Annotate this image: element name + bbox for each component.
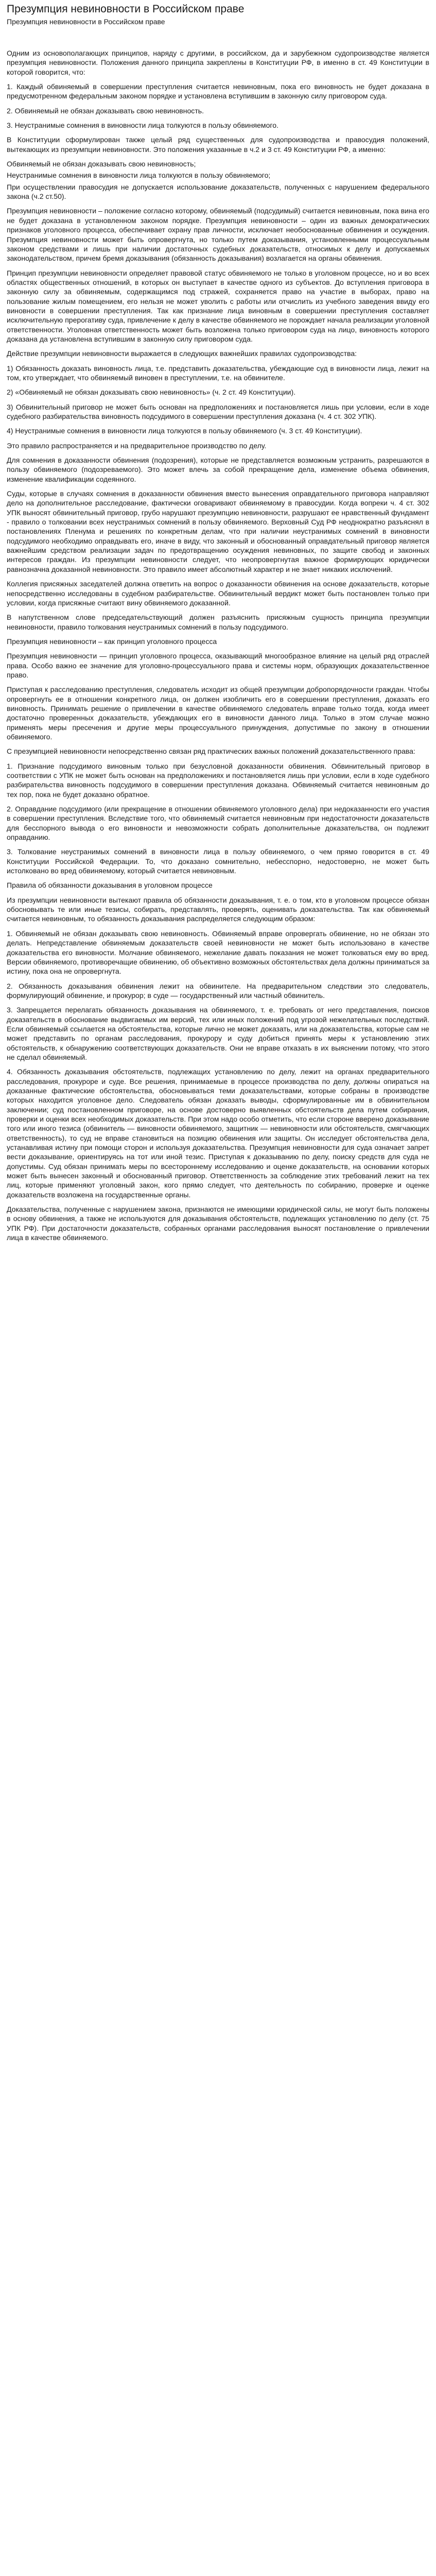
list-item: 3. Толкование неустранимых сомнений в виновности лица в пользу обвиняемого, о чем прямо говорится в ст. 49 Конституции Российской Федерации. То, что доказано сомнительно, небесспорно, недостоверно, не может быть истолковано во вред обвиняемому, который считается невиновным.	[7, 848, 429, 875]
paragraph-intro: Одним из основополагающих принципов, наряду с другими, в российском, да и зарубежном судопроизводстве является презумпция невиновности. Положения данного принципа закреплены в Конституции РФ, в именно в ст. 49 Конституции в которой говорится, что:	[7, 49, 429, 76]
article-body	[7, 48, 429, 1242]
list-item: 4) Неустранимые сомнения в виновности лица толкуются в пользу обвиняемого (ч. 3 ст. 49 Конституции).	[7, 427, 362, 435]
paragraph: В напутственном слове председательствующий должен разъяснить присяжным сущность принципа презумпции невиновности, правило толкования неустранимых сомнений в пользу подсудимого.	[7, 613, 429, 631]
paragraph: С презумпцией невиновности непосредственно связан ряд практических важных положений доказательственного права:	[7, 747, 415, 756]
list-item: Обвиняемый не обязан доказывать свою невиновность;	[7, 160, 196, 168]
paragraph: Из презумпции невиновности вытекают правила об обязанности доказывания, т. е. о том, кто в уголовном процессе обязан обосновывать те или иные тезисы, собирать, представлять, проверять, оценивать доказательства. Так как обвиняемый считается невиновным, то обязанность доказывания распределяется следующим образом:	[7, 895, 429, 923]
list-item: 2. Обязанность доказывания обвинения лежит на обвинителе. На предварительном следствии это следователь, формулирующий обвинение, и прокурор; в суде — государственный или частный обвинитель.	[7, 981, 429, 999]
list-item: 3. Неустранимые сомнения в виновности лица толкуются в пользу обвиняемого.	[7, 121, 278, 130]
paragraph: Это правило распространяется и на предварительное производство по делу.	[7, 441, 267, 450]
section-heading: Правила об обязанности доказывания в уголовном процессе	[7, 881, 213, 890]
paragraph: Принцип презумпции невиновности определяет правовой статус обвиняемого не только в уголовном процессе, но и во всех областях общественных отношений, в которых он выступает в качестве одного из субъектов. До вступления приговора в законную силу за обвиняемым, содержащимся под стражей, сохраняется право на участие в выборах, право на пользование жилым помещением, его нельзя не может уволить с работы или отчислить из учебного заведения ввиду его виновности в совершении преступления. Так как признание лица виновным в совершении преступления составляет исключительную прерогативу суда, привлечение к делу в качестве обвиняемого не порождает начала реализации уголовной ответственности. Уголовная ответственность может быть возложена только приговором суда на лицо, виновность которого доказана да установлена вступившим в законную силу приговором суда.	[7, 268, 429, 343]
list-item: 1) Обязанность доказать виновность лица, т.е. представить доказательства, убеждающие суд в виновности лица, лежит на том, кто утверждает, что обвиняемый виновен в преступлении, т.е. на обвинителе.	[7, 364, 429, 382]
list-item: 3. Запрещается перелагать обязанность доказывания на обвиняемого, т. е. требовать от него представления, поисков доказательств в обоснование выдвигаемых им версий, тех или иных положений под угрозой нежелательных последствий. Если обвиняемый ссылается на обстоятельства, которые лично не может доказать, или на доказательства, которые сам не может представить по органам расследования, прокурору и суду добиться принять меры к установлению этих обстоятельств, к обнаружению соответствующих доказательств. Они не вправе отказать в их выяснении потому, что этого не сделал обвиняемый.	[7, 1006, 429, 1061]
list-item: 2. Обвиняемый не обязан доказывать свою невиновность.	[7, 106, 204, 115]
paragraph: Для сомнения в доказанности обвинения (подозрения), которые не представляется возможным устранить, разрешаются в пользу обвиняемого (подозреваемого). Это может влечь за собой прекращение дела, изменение объема обвинения, изменение квалификации содеянного.	[7, 456, 429, 483]
list-item: 4. Обязанность доказывания обстоятельств, подлежащих установлению по делу, лежит на органах предварительного расследования, прокуроре и суде. Все решения, принимаемые в процессе производства по делу, должны опираться на доказанные фактические обстоятельства, обосновываться теми доказательствами, которые собраны в производстве которых находится уголовное дело. Следователь обязан доказать выводы, сформулированные им в обвинительном заключении; суд постановленном приговоре, на основе достоверно выявленных обстоятельств дела путем собирания, проверки и оценки всех необходимых доказательств. При этом надо особо отметить, что если стороне вверено доказывание того или иного тезиса (обвинитель — виновности обвиняемого, защитник — невиновности или обстоятельств, смягчающих ответственность), то суд не вправе становиться на позицию обвинения или защиты. Он исследует обстоятельства дела, устанавливая истину при помощи сторон и используя доказательства. Презумпция невиновности для суда означает запрет вести доказывание, ориентируясь на тот или иной тезис. Приступая к доказыванию по делу, поиску средств для суда не допустимы. Суд обязан принимать меры по всестороннему исследованию и оценке доказательств, на основании которых может быть вынесен законный и обоснованный приговор. Ответственность за соблюдение этих требований лежит на тех лиц, которые применяют уголовный закон, кого прямо следует, что деятельность по собиранию, проверке и оценке доказательств возложена на государственные органы.	[7, 1067, 429, 1199]
list-item: 3) Обвинительный приговор не может быть основан на предположениях и постановляется лишь при условии, если в ходе судебного разбирательства виновность подсудимого в совершении преступления доказана (ч. 4 ст. 302 УПК).	[7, 402, 429, 420]
list-item: 1. Каждый обвиняемый в совершении преступления считается невиновным, пока его виновность не будет доказана в предусмотренном федеральным законом порядке и установлена вступившим в законную силу приговором суда.	[7, 82, 429, 100]
paragraph: В Конституции сформулирован также целый ряд существенных для судопроизводства и правосудия положений, вытекающих из презумпции невиновности. Это положения указанные в ч.2 и 3 ст. 49 Конституции РФ, а именно:	[7, 135, 429, 154]
paragraph: Презумпция невиновности — принцип уголовного процесса, оказывающий многообразное влияние на целый ряд отраслей права. Особо важно ее значение для уголовно-процессуального права и системы норм, образующих доказательственное право.	[7, 652, 429, 679]
paragraph: Доказательства, полученные с нарушением закона, признаются не имеющими юридической силы, не могут быть положены в основу обвинения, а также не используются для доказывания обстоятельств, подлежащих установлению по делу (ст. 75 УПК РФ). При достаточности доказательств, собранных органами расследования выносят постановление о привлечении лица в качестве обвиняемого.	[7, 1205, 429, 1242]
list-item: 2. Оправдание подсудимого (или прекращение в отношении обвиняемого уголовного дела) при недоказанности его участия в совершении преступления. Вследствие того, что обвиняемый считается невиновным при недостаточности доказательств для бесспорного вывода о его виновности и невозможности собрать дополнительные доказательства, он подлежит оправданию.	[7, 805, 429, 842]
page-title: Презумпция невиновности в Российском праве	[7, 3, 245, 15]
paragraph: Действие презумпции невиновности выражается в следующих важнейших правилах судопроизводства:	[7, 349, 357, 358]
paragraph: Суды, которые в случаях сомнения в доказанности обвинения вместо вынесения оправдательного приговора направляют дело на дополнительное расследование, фактически оговаривают обвиняемому в правосудии. Когда вопреки ч. 4 ст. 302 УПК выносят обвинительный приговор, грубо нарушают презумпцию невиновности, разрушают ее нравственный фундамент - правило о толковании всех неустранимых сомнений в пользу обвиняемого. Верховный Суд РФ неоднократно разъяснял в постановлениях Пленума и решениях по конкретным делам, что при наличии неустранимых сомнений в виновности подсудимого необходимо оправдывать его, иначе в виду, что законный и обоснованный оправдательный приговор является важнейшим средством реализации задач по предотвращению осуждения невиновных, по защите свобод и законных интересов граждан. Из презумпции невиновности следует, что неопровергнутая важное формирующих юридически равнозначна доказанной невиновности. Это правило имеет абсолютный характер и не знает никаких исключений.	[7, 489, 429, 573]
list-item: При осуществлении правосудия не допускается использование доказательств, полученных с нарушением федерального закона (ч.2 ст.50).	[7, 182, 429, 201]
breadcrumb: Презумпция невиновности в Российском праве	[7, 18, 165, 26]
paragraph: Презумпция невиновности – положение согласно которому, обвиняемый (подсудимый) считается невиновным, пока вина его не будет доказана в установленном законом порядке. Презумпция невиновности – один из важных демократических признаков уголовного процесса, обеспечивает охрану прав личности, исключает необоснованные обвинения и осуждения. Презумпция невиновности может быть опровергнута, но только путем доказывания, установленными процессуальным законом средствами и лишь при наличии достаточных судебных доказательств, относимых к делу и допускаемых законодательством, причем бремя доказывания (обязанность доказывания) возлагается на органы обвинения.	[7, 207, 429, 263]
list-item: 1. Признание подсудимого виновным только при безусловной доказанности обвинения. Обвинительный приговор в соответствии с УПК не может быть основан на предположениях и постановляется лишь при условии, если в ходе судебного разбирательства виновность подсудимого в совершении преступления доказана. Обвиняемый считается невиновным до тех пор, пока не будет доказано обратное.	[7, 761, 429, 799]
paragraph: Приступая к расследованию преступления, следователь исходит из общей презумпции добропорядочности граждан. Чтобы опровергнуть ее в отношении конкретного лица, он должен изобличить его в совершении преступления, доказать его виновность. Принимать решение о привлечении в качестве обвиняемого следователь вправе только тогда, когда имеет достаточно проверенных доказательств, убеждающих его в виновности данного лица. Только в этом случае можно применять меры пресечения и другие меры процессуального принуждения, допустимые по закону в отношении обвиняемого.	[7, 685, 429, 741]
section-heading: Презумпция невиновности – как принцип уголовного процесса	[7, 637, 217, 646]
paragraph: Коллегия присяжных заседателей должна ответить на вопрос о доказанности обвинения на основе доказательств, которые непосредственно исследованы в судебном разбирательстве. Обвинительный вердикт может быть постановлен только при условии, когда присяжные считают вину обвиняемого доказанной.	[7, 580, 429, 607]
list-item: 1. Обвиняемый не обязан доказывать свою невиновность. Обвиняемый вправе опровергать обвинение, но не обязан это делать. Непредставление обвиняемым доказательств своей невиновности не может быть использовано в качестве доказательства его виновности. Молчание обвиняемого, нежелание давать показания не может толковаться ему во вред. Версии обвиняемого, противоречащие обвинению, об объективно возможных обстоятельствах дела должны приниматься за истину, пока она не опровергнута.	[7, 929, 429, 976]
list-item: 2) «Обвиняемый не обязан доказывать свою невиновность» (ч. 2 ст. 49 Конституции).	[7, 388, 296, 397]
list-item: Неустранимые сомнения в виновности лица толкуются в пользу обвиняемого;	[7, 171, 271, 180]
